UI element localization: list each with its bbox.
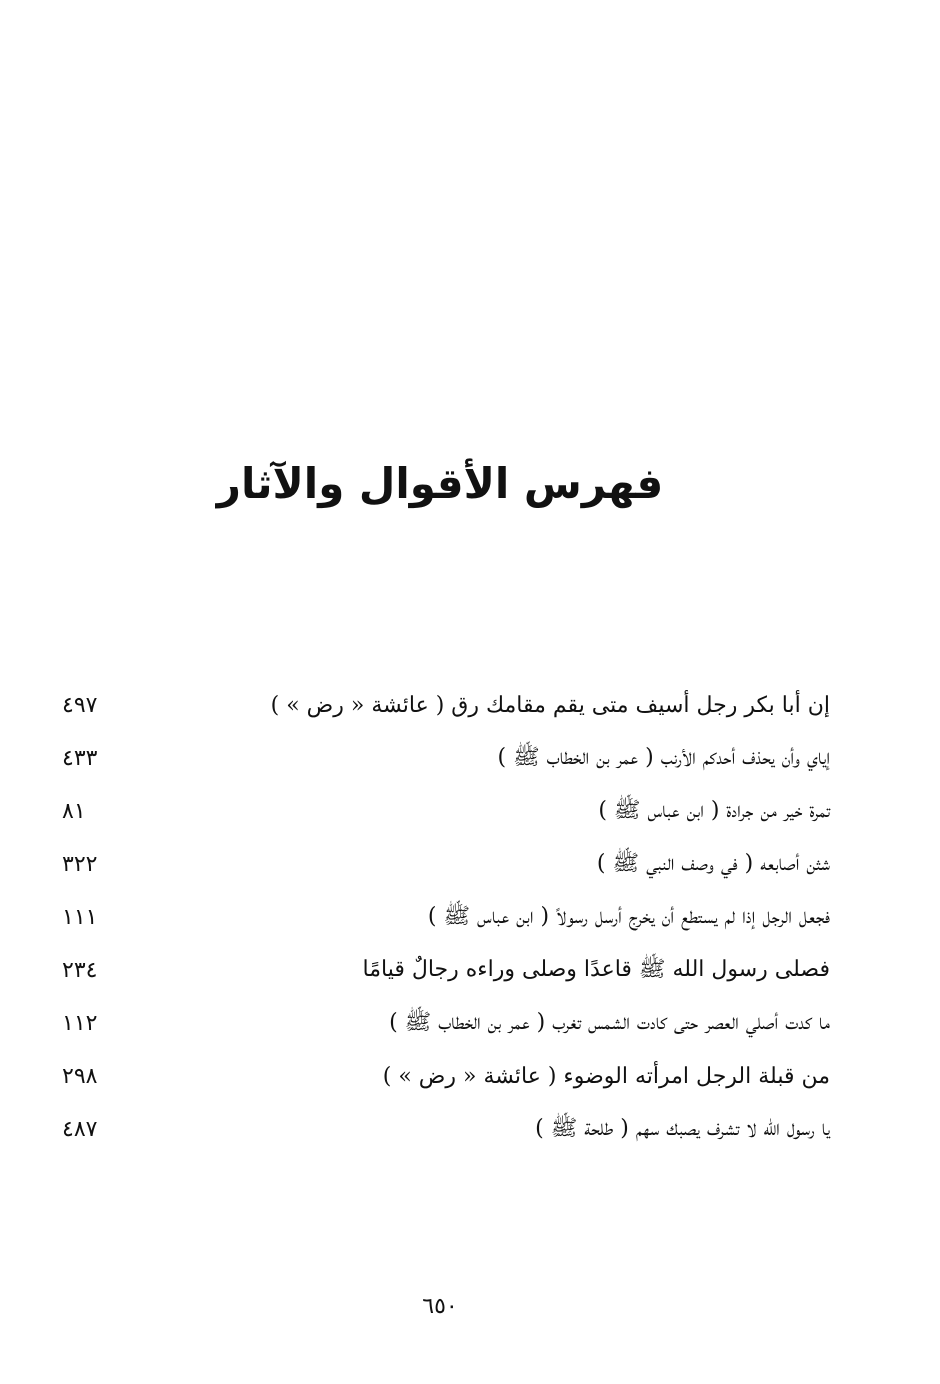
entry-page-number: ١١٢ [62,1011,98,1036]
index-entry [60,679,830,732]
entry-page-number: ٢٩٨ [62,1064,98,1089]
entry-text: من قبلة الرجل امرأته الوضوء ( عائشة « رض » ) [382,1064,830,1089]
entry-page-number: ٢٣٤ [62,958,98,983]
entry-page-number: ٤٣٣ [62,746,98,771]
entry-text: تمرة خير من جرادة ( ابن عباس ﷺ ) [598,797,830,823]
index-entry [60,944,830,997]
index-entry [60,997,830,1050]
entry-text: فصلى رسول الله ﷺ قاعدًا وصلى وراءه رجالٌ قيامًا [362,956,830,982]
entry-text: فجعل الرجل إذا لم يستطع أن يخرج أرسل رسولاً ( ابن عباس ﷺ ) [427,903,830,929]
index-entry [60,785,830,838]
entry-text: شثن أصابعه ( في وصف النبي ﷺ ) [596,850,830,876]
index-entry [60,891,830,944]
entry-page-number: ٤٨٧ [62,1117,98,1142]
index-entry [60,1103,830,1156]
page-number: ٦٥٠ [422,1294,458,1319]
sayings-index-list [60,679,830,1156]
index-entry [60,1050,830,1103]
entry-page-number: ٤٩٧ [62,693,98,718]
entry-page-number: ١١١ [62,905,98,930]
entry-text: إياي وأن يحذف أحدكم الأرنب ( عمر بن الخطاب ﷺ ) [497,744,830,770]
entry-text: إن أبا بكر رجل أسيف متى يقم مقامك رق ( عائشة « رض » ) [270,693,830,718]
index-entry [60,732,830,785]
index-entry [60,838,830,891]
index-title: فهرس الأقوال والآثار [216,459,664,508]
entry-text: يا رسول الله لا تشرف يصبك سهم ( طلحة ﷺ ) [535,1115,830,1141]
entry-page-number: ٨١ [62,799,86,824]
entry-page-number: ٣٢٢ [62,852,98,877]
entry-text: ما كدت أصلي العصر حتى كادت الشمس تغرب ( عمر بن الخطاب ﷺ ) [389,1009,830,1035]
